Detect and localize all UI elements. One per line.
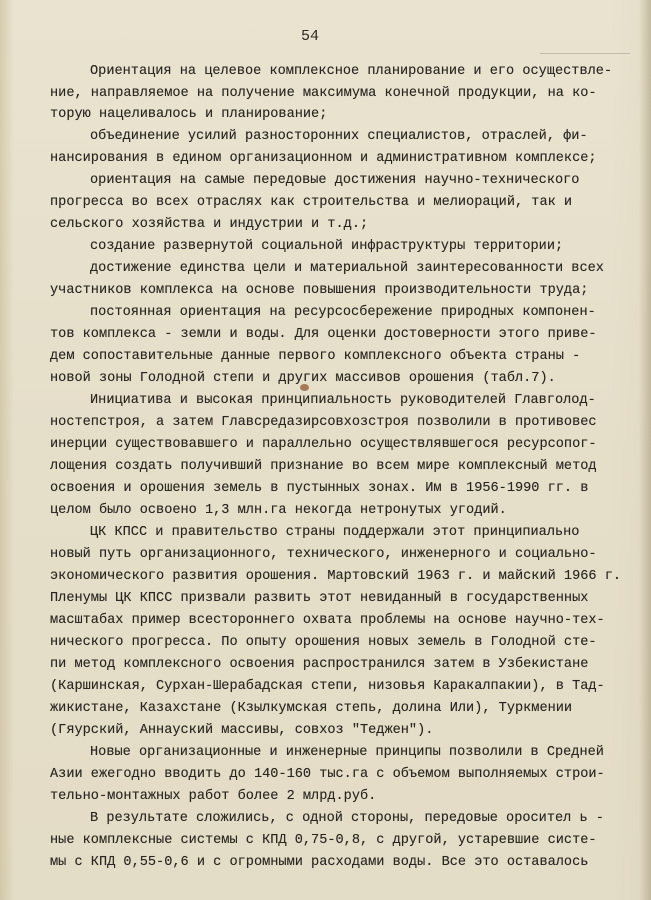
text-line: Ориентация на целевое комплексное планирование и его осуществле- <box>90 64 613 79</box>
text-line: объединение усилий разносторонних специалистов, отраслей, фи- <box>90 129 588 144</box>
text-line: участников комплекса на основе повышения производительности труда; <box>50 283 589 298</box>
text-line: освоения и орошения земель в пустынных зонах. Им в 1956-1990 гг. в <box>50 481 589 496</box>
text-line: ностепстроя, а затем Главсредазирсовхозстроя позволили в противовес <box>50 415 597 430</box>
text-line: пи метод комплексного освоения распространился затем в Узбекистане <box>50 657 589 672</box>
text-line: целом было освоено 1,3 млн.га некогда нетронутых угодий. <box>50 503 507 518</box>
text-line: мы с КПД 0,55-0,6 и с огромными расходами воды. Все это оставалось <box>50 855 589 870</box>
text-line: тельно-монтажных работ более 2 млрд.руб. <box>50 789 377 804</box>
text-line: инерции существовавшего и параллельно осуществлявшегося ресурсопог- <box>50 437 597 452</box>
text-line: Новые организационные и инженерные принципы позволили в Средней <box>90 745 604 760</box>
text-line: ние, направляемое на получение максимума конечной продукции, на ко- <box>50 86 597 101</box>
text-line: ориентация на самые передовые достижения научно-технического <box>90 173 580 188</box>
text-line: постоянная ориентация на ресурсосбережение природных компонен- <box>90 305 596 320</box>
text-line: Азии ежегодно вводить до 140-160 тыс.га с объемом выполняемых строи- <box>50 767 605 782</box>
text-line: (Гяурский, Аннауский массивы, совхоз "Теджен"). <box>50 723 434 738</box>
text-line: Пленумы ЦК КПСС призвали развить этот невиданный в государственных <box>50 591 589 606</box>
text-line: нансирования в едином организационном и административном комплексе; <box>50 151 597 166</box>
text-line: тов комплекса - земли и воды. Для оценки достоверности этого приве- <box>50 327 597 342</box>
text-line: достижение единства цели и материальной заинтересованности всех <box>90 261 604 276</box>
text-line: В результате сложились, с одной стороны, передовые оросител ь - <box>90 811 604 826</box>
text-line: создание развернутой социальной инфраструктуры территории; <box>90 239 564 254</box>
text-line: жикистане, Казахстане (Кзылкумская степь, долина Или), Туркмении <box>50 701 573 716</box>
text-line: экономического развития орошения. Мартовский 1963 г. и майский 1966 г. <box>50 569 622 584</box>
text-line: масштабах пример всестороннего охвата проблемы на основе научно-тех- <box>50 613 605 628</box>
text-line: ЦК КПСС и правительство страны поддержали этот принципиально <box>90 525 580 540</box>
text-line: Инициатива и высокая принципиальность руководителей Главголод- <box>90 393 596 408</box>
text-line: дем сопоставительные данные первого комплексного объекта страны - <box>50 349 581 364</box>
text-line: (Каршинская, Сурхан-Шерабадская степи, низовья Каракалпакии), в Тад- <box>50 679 605 694</box>
text-line: торую нацеливалось и планирование; <box>50 107 328 122</box>
text-line: новый путь организационного, технического, инженерного и социально- <box>50 547 597 562</box>
text-line: ные комплексные системы с КПД 0,75-0,8, с другой, устаревшие систе- <box>50 833 597 848</box>
text-line: нического прогресса. По опыту орошения новых земель в Голодной сте- <box>50 635 597 650</box>
text-line: новой зоны Голодной степи и других массивов орошения (табл.7). <box>50 371 556 386</box>
text-line: лощения создать получивший признание во всем мире комплексный метод <box>50 459 597 474</box>
page-number: 54 <box>300 28 319 45</box>
text-line: прогресса во всех отраслях как строительства и мелиораций, так и <box>50 195 573 210</box>
text-line: сельского хозяйства и индустрии и т.д.; <box>50 217 369 232</box>
